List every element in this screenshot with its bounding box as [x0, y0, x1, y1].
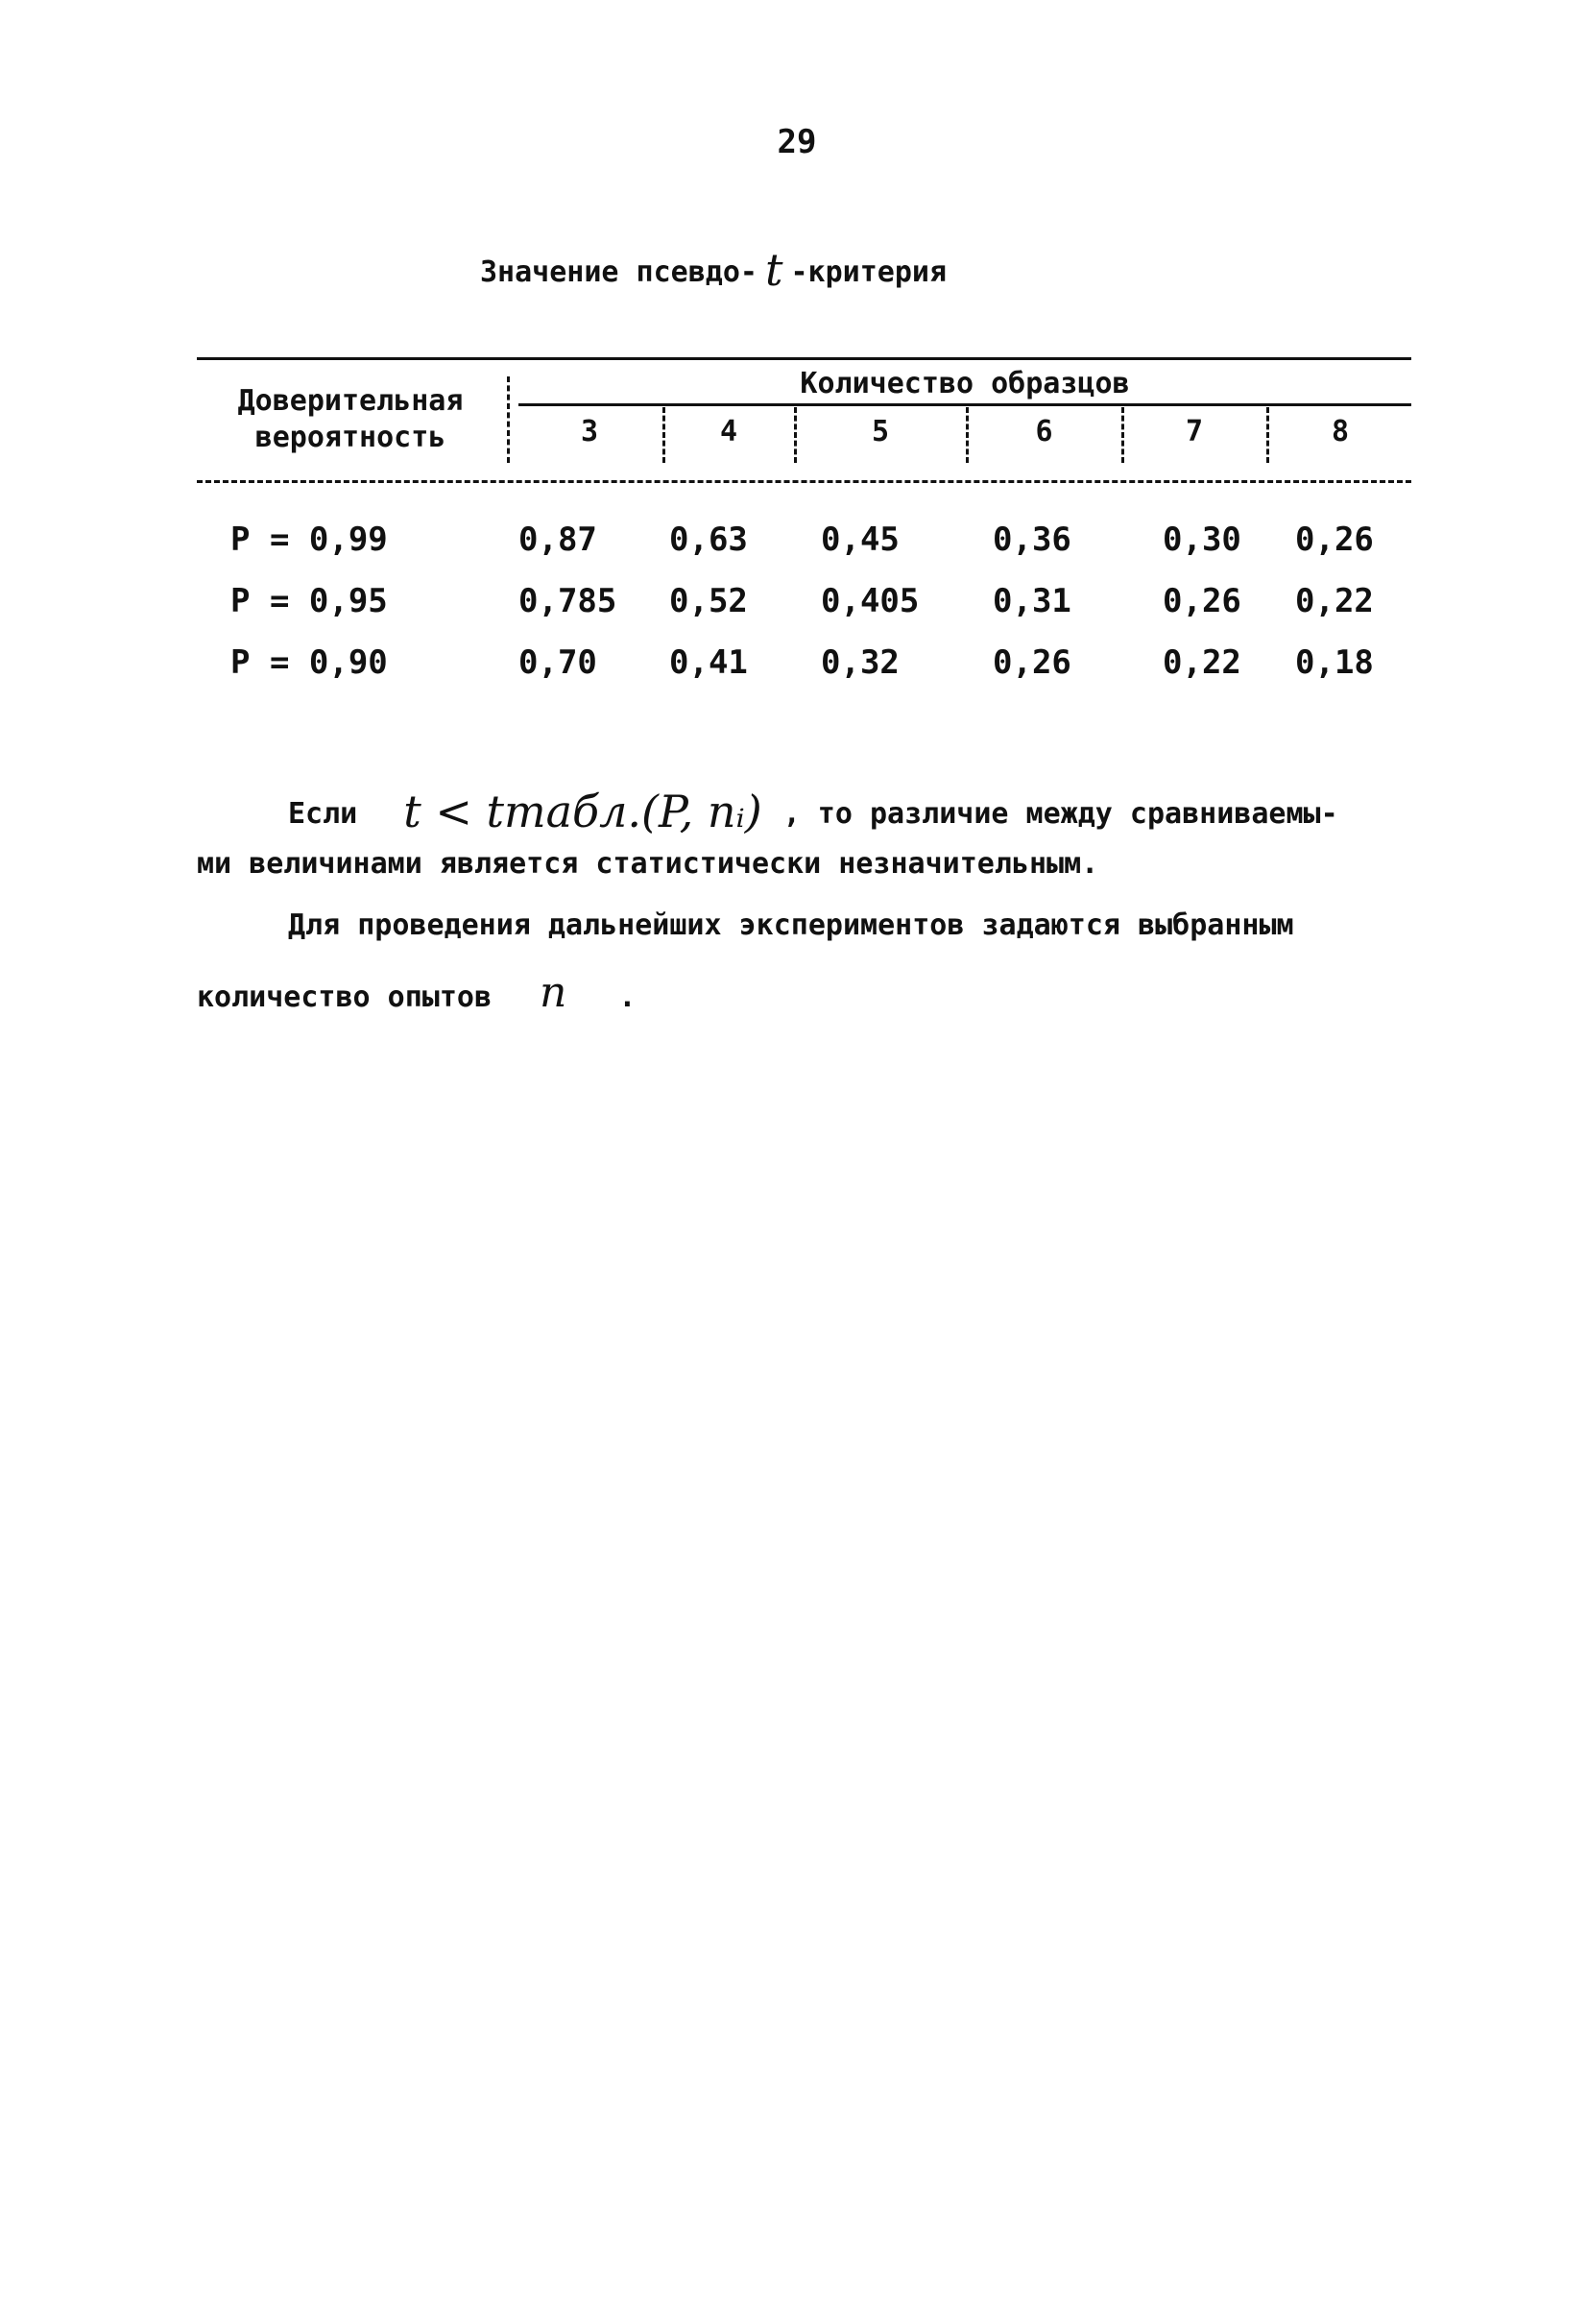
row-label: P = 0,95: [230, 582, 388, 620]
paragraph-1-tail: , то различие между сравниваемы-: [782, 797, 1338, 831]
column-header: 3: [580, 415, 599, 448]
column-header: 6: [1035, 415, 1053, 448]
column-header: 8: [1331, 415, 1350, 448]
table-cell: 0,26: [993, 643, 1071, 682]
row-label: P = 0,99: [230, 520, 388, 559]
paragraph-2-line-2: [197, 968, 636, 1017]
column-header: 7: [1185, 415, 1204, 448]
paragraph-1-line-2: ми величинами является статистически незначительным.: [197, 847, 1099, 881]
table-title-prefix: Значение псевдо-: [480, 255, 757, 289]
table-cell: 0,26: [1163, 582, 1241, 620]
table-header-bottom-rule: [197, 480, 1411, 483]
paragraph-2-lead: количество опытов: [197, 980, 493, 1014]
paragraph-1-lead: Если: [288, 797, 358, 831]
table-title: [480, 240, 948, 296]
paragraph-2-line-1: Для проведения дальнейших экспериментов задаются выбранным: [288, 908, 1294, 942]
table-cell: 0,405: [821, 582, 920, 620]
column-header: 5: [871, 415, 890, 448]
group-header-rule: [518, 403, 1411, 406]
table-cell: 0,26: [1295, 520, 1374, 559]
row-label: P = 0,90: [230, 643, 388, 682]
paragraph-1-line-1: [288, 782, 1338, 837]
criterion-formula: t < tтабл.(P, nᵢ): [403, 786, 762, 837]
table-cell: 0,70: [518, 643, 597, 682]
table-cell: 0,87: [518, 520, 597, 559]
row-header-line2: вероятность: [254, 421, 446, 454]
table-cell: 0,32: [821, 643, 900, 682]
table-cell: 0,31: [993, 582, 1071, 620]
n-variable: n: [540, 968, 567, 1017]
row-header-line1: Доверительная: [237, 384, 464, 418]
table-cell: 0,63: [669, 520, 748, 559]
table-cell: 0,36: [993, 520, 1071, 559]
table-top-rule: [197, 357, 1411, 360]
table-cell: 0,41: [669, 643, 748, 682]
table-title-suffix: -критерия: [790, 255, 948, 289]
table-cell: 0,45: [821, 520, 900, 559]
row-header-separator: [507, 376, 510, 463]
paragraph-2-tail: .: [618, 980, 637, 1014]
table-cell: 0,52: [669, 582, 748, 620]
table-cell: 0,785: [518, 582, 617, 620]
table-cell: 0,30: [1163, 520, 1241, 559]
group-header: Количество образцов: [800, 367, 1130, 400]
table-cell: 0,18: [1295, 643, 1374, 682]
column-header: 4: [719, 415, 738, 448]
page-number: 29: [777, 123, 817, 161]
table-cell: 0,22: [1295, 582, 1374, 620]
t-symbol: t: [764, 244, 783, 296]
table-cell: 0,22: [1163, 643, 1241, 682]
